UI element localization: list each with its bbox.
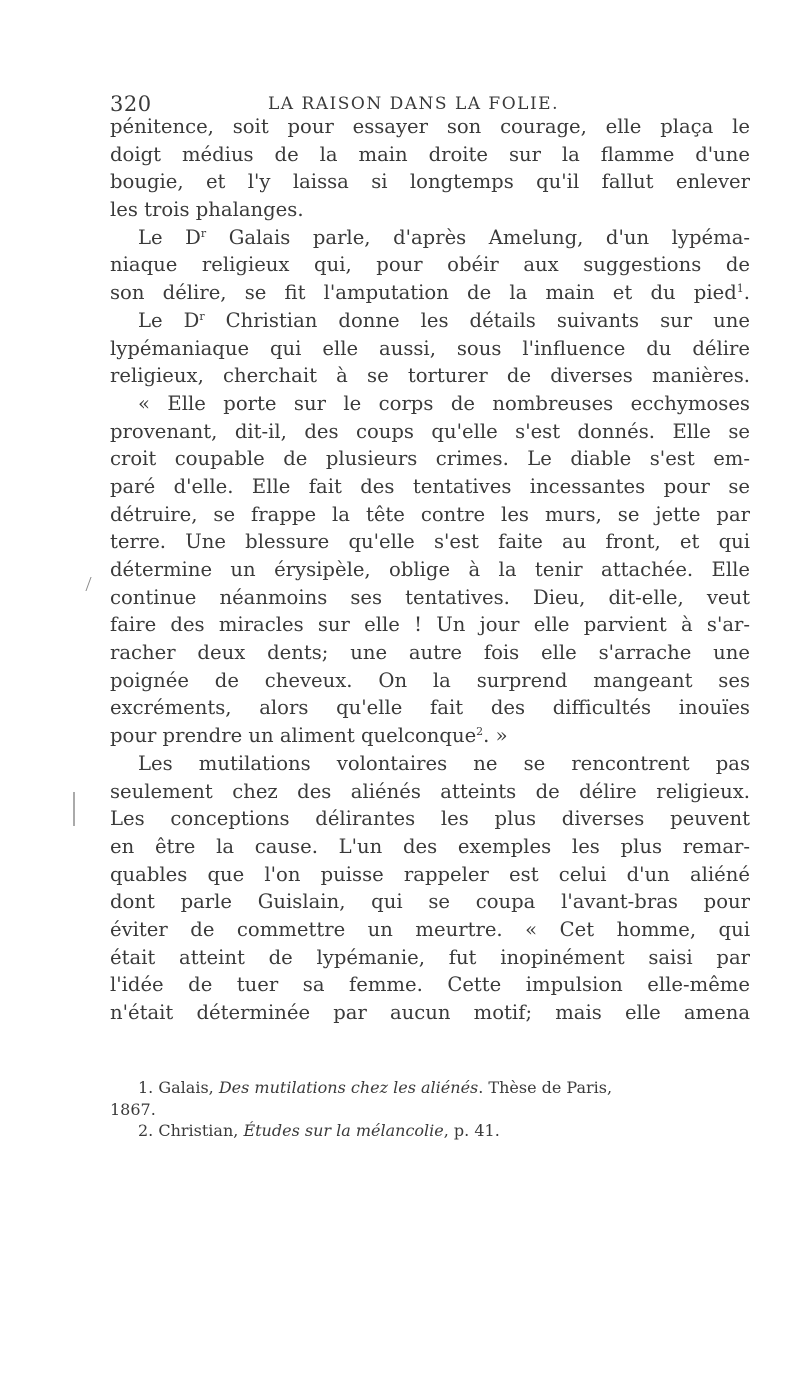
superscript: r (200, 226, 207, 240)
text-line: lypémaniaque qui elle aussi, sous l'influence du délire (110, 336, 750, 360)
text-line (110, 224, 750, 252)
text-fragment: . (743, 281, 750, 305)
text-line: provenant, dit-il, des coups qu'elle s'est donnés. Elle se (110, 419, 750, 443)
footnote-rest: , p. 41. (443, 1121, 500, 1140)
text-line: poignée de cheveux. On la surprend mangeant ses (110, 668, 750, 692)
text-line: n'était déterminée par aucun motif; mais elle amena (110, 1001, 750, 1024)
text-line: quables que l'on puisse rappeler est celui d'un aliéné (110, 862, 750, 886)
text-line: faire des miracles sur elle ! Un jour elle parvient à s'ar- (110, 613, 750, 637)
footnote-ref: 1 (736, 282, 744, 296)
text-line: pénitence, soit pour essayer son courage, elle plaça le (110, 115, 750, 138)
text-line: était atteint de lypémanie, fut inopinément saisi par (110, 945, 750, 969)
text-line: « Elle porte sur le corps de nombreuses ecchymoses (138, 391, 750, 415)
text-line: doigt médius de la main droite sur la flamme d'une (110, 142, 750, 166)
footnote-title: Études sur la mélancolie (243, 1121, 444, 1140)
text-line: racher deux dents; une autre fois elle s'arrache une (110, 641, 750, 665)
running-head: LA RAISON DANS LA FOLIE. (268, 94, 559, 114)
superscript: r (199, 309, 205, 323)
text-fragment: son délire, se fit l'amputation de la main et du pied (110, 281, 737, 305)
text-line: détermine un érysipèle, oblige à la tenir attachée. Elle (110, 558, 750, 581)
text-line: religieux, cherchait à se torturer de diverses manières. (110, 364, 750, 388)
footnote-1-continued: 1867. (110, 1099, 156, 1119)
text-line: Les conceptions délirantes les plus diverses peuvent (110, 807, 750, 831)
footnote-1 (110, 1077, 750, 1099)
footnote-number: 2. (138, 1121, 154, 1140)
text-line (110, 307, 750, 335)
footnote-2 (110, 1120, 750, 1142)
text-line (110, 722, 750, 750)
text-line: croit coupable de plusieurs crimes. Le diable s'est em- (110, 447, 750, 471)
text-line: seulement chez des aliénés atteints de délire religieux. (110, 779, 750, 803)
footnote-title: Des mutilations chez les aliénés (218, 1078, 479, 1097)
text-line: bougie, et l'y laissa si longtemps qu'il fallut enlever (110, 170, 750, 194)
text-fragment: . » (483, 724, 508, 748)
margin-tick (85, 577, 97, 591)
text-line: niaque religieux qui, pour obéir aux suggestions de (110, 253, 750, 277)
footnote-author: Christian, (153, 1121, 244, 1140)
text-line: Les mutilations volontaires ne se rencontrent pas (138, 751, 750, 775)
text-fragment: Christian donne les détails suivants sur une (204, 308, 750, 332)
body-text (110, 113, 750, 1027)
footnote-author: Galais, (153, 1078, 219, 1097)
text-line: l'idée de tuer sa femme. Cette impulsion elle-même (110, 973, 750, 997)
footnote-number: 1. (138, 1078, 154, 1097)
footnote-ref: 2 (476, 725, 484, 739)
page-number: 320 (110, 92, 152, 116)
text-line (110, 279, 750, 307)
text-line: paré d'elle. Elle fait des tentatives incessantes pour se (110, 474, 750, 498)
text-line: excréments, alors qu'elle fait des difficultés inouïes (110, 696, 750, 720)
text-line: détruire, se frappe la tête contre les murs, se jette par (110, 502, 750, 526)
text-line: en être la cause. L'un des exemples les plus remar- (110, 834, 750, 858)
text-fragment: pour prendre un aliment quelconque (110, 724, 477, 748)
text-fragment: Le D (138, 225, 201, 249)
text-line: terre. Une blessure qu'elle s'est faite au front, et qui (110, 530, 750, 554)
footnote-rest: . Thèse de Paris, (478, 1078, 613, 1097)
text-line: les trois phalanges. (110, 198, 304, 222)
footnotes (110, 1077, 750, 1142)
margin-mark (73, 792, 75, 826)
text-line: continue néanmoins ses tentatives. Dieu, dit-elle, veut (110, 585, 750, 609)
text-fragment: Le D (138, 308, 200, 332)
text-line: dont parle Guislain, qui se coupa l'avant-bras pour (110, 890, 750, 914)
text-line: éviter de commettre un meurtre. « Cet homme, qui (110, 917, 750, 941)
text-fragment: Galais parle, d'après Amelung, d'un lypéma- (206, 225, 751, 249)
